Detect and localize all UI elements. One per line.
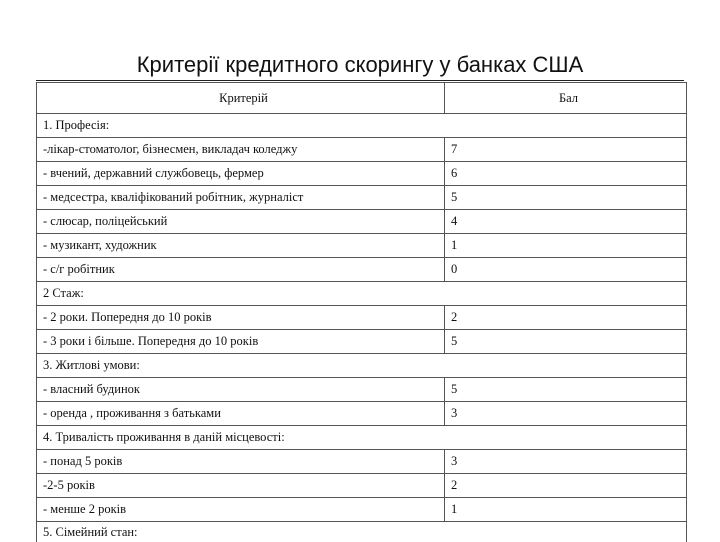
criterion-cell: - власний будинок: [37, 378, 445, 402]
criterion-cell: - 2 роки. Попередня до 10 років: [37, 306, 445, 330]
header-criterion: Критерій: [37, 83, 445, 114]
score-cell: 1: [445, 498, 687, 522]
header-score: Бал: [445, 83, 687, 114]
score-cell: 1: [445, 234, 687, 258]
criterion-cell: - менше 2 років: [37, 498, 445, 522]
criterion-cell: -2-5 років: [37, 474, 445, 498]
section-label: 2 Стаж:: [37, 282, 687, 306]
scoring-table: [36, 82, 687, 542]
criterion-cell: - понад 5 років: [37, 450, 445, 474]
table-row: [37, 402, 687, 426]
table-row: [37, 474, 687, 498]
table-section-row: [37, 114, 687, 138]
table-section-row: [37, 522, 687, 542]
table-section-row: [37, 426, 687, 450]
score-cell: 5: [445, 378, 687, 402]
criterion-cell: - медсестра, кваліфікований робітник, журналіст: [37, 186, 445, 210]
criterion-cell: - оренда , проживання з батьками: [37, 402, 445, 426]
criterion-cell: - музикант, художник: [37, 234, 445, 258]
score-cell: 0: [445, 258, 687, 282]
section-label: 3. Житлові умови:: [37, 354, 687, 378]
score-cell: 2: [445, 474, 687, 498]
table-row: [37, 306, 687, 330]
criterion-cell: - вчений, державний службовець, фермер: [37, 162, 445, 186]
table-row: [37, 378, 687, 402]
page-title: Критерії кредитного скорингу у банках США: [0, 52, 720, 78]
score-cell: 6: [445, 162, 687, 186]
title-underline: [36, 80, 684, 81]
score-cell: 2: [445, 306, 687, 330]
table-row: [37, 258, 687, 282]
section-label: 4. Тривалість проживання в даній місцевості:: [37, 426, 687, 450]
table-section-row: [37, 282, 687, 306]
table-row: [37, 450, 687, 474]
table-row: [37, 210, 687, 234]
table-body: [37, 114, 687, 542]
section-label: 1. Професія:: [37, 114, 687, 138]
table-row: [37, 330, 687, 354]
table-header-row: [37, 83, 687, 114]
table-row: [37, 162, 687, 186]
table-row: [37, 498, 687, 522]
score-cell: 7: [445, 138, 687, 162]
score-cell: 5: [445, 186, 687, 210]
section-label: 5. Сімейний стан:: [37, 522, 687, 542]
criterion-cell: - 3 роки і більше. Попередня до 10 років: [37, 330, 445, 354]
score-cell: 4: [445, 210, 687, 234]
criterion-cell: -лікар-стоматолог, бізнесмен, викладач коледжу: [37, 138, 445, 162]
table-row: [37, 186, 687, 210]
criterion-cell: - слюсар, поліцейський: [37, 210, 445, 234]
score-cell: 3: [445, 450, 687, 474]
criterion-cell: - с/г робітник: [37, 258, 445, 282]
score-cell: 3: [445, 402, 687, 426]
table-row: [37, 138, 687, 162]
score-cell: 5: [445, 330, 687, 354]
table-section-row: [37, 354, 687, 378]
table-row: [37, 234, 687, 258]
